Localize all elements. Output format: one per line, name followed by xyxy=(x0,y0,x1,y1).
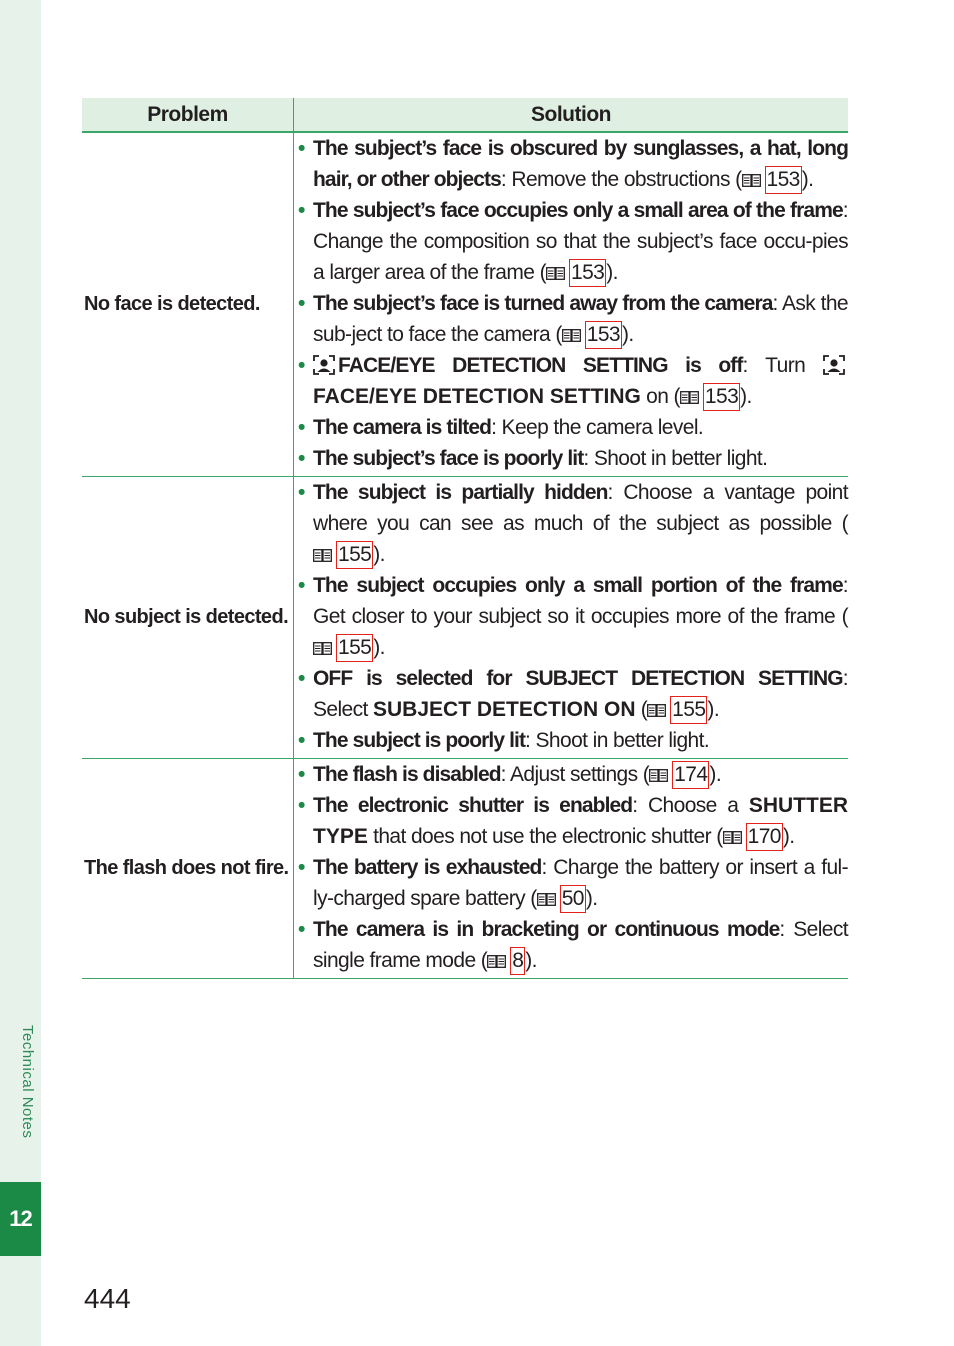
problem-header: Problem xyxy=(82,98,294,132)
book-icon xyxy=(723,831,742,844)
solution-item: • The battery is exhausted: Charge the battery or insert a ful-ly-charged spare battery ( 50). xyxy=(296,852,848,914)
solution-item: • The subject occupies only a small portion of the frame: Get closer to your subject so it occupies more of the frame (155). xyxy=(296,570,848,663)
solution-item: • FACE/EYE DETECTION SETTING is off: Turn FACE/EYE DETECTION SETTING on ( 153). xyxy=(296,350,848,412)
table-header-row xyxy=(82,98,848,132)
bullet-icon: • xyxy=(298,918,305,941)
solution-cell xyxy=(294,477,849,759)
bullet-icon: • xyxy=(298,574,305,597)
book-icon xyxy=(680,391,699,404)
table-row xyxy=(82,759,848,979)
face-detection-icon xyxy=(313,355,335,375)
page-number: 444 xyxy=(84,1283,131,1314)
table-row xyxy=(82,132,848,477)
face-detection-icon xyxy=(823,355,845,375)
solution-cell xyxy=(294,132,849,477)
bullet-icon: • xyxy=(298,481,305,504)
menu-item-name: SUBJECT DETECTION ON xyxy=(373,698,636,721)
bullet-icon: • xyxy=(298,794,305,817)
solution-item: • The subject’s face is poorly lit: Shoot in better light. xyxy=(296,443,848,474)
book-icon xyxy=(313,642,332,655)
page-reference-link[interactable]: 153 xyxy=(765,166,802,194)
table-row xyxy=(82,477,848,759)
solution-item: • The flash is disabled: Adjust settings ( 174). xyxy=(296,759,848,790)
side-strip xyxy=(0,0,41,1346)
page-reference-link[interactable]: 153 xyxy=(703,383,740,411)
problem-cell: The flash does not fire. xyxy=(82,759,294,979)
book-icon xyxy=(546,267,565,280)
bullet-icon: • xyxy=(298,763,305,786)
bullet-icon: • xyxy=(298,354,305,377)
page-reference-link[interactable]: 153 xyxy=(585,321,622,349)
bullet-icon: • xyxy=(298,137,305,160)
page-reference-link[interactable]: 174 xyxy=(672,761,709,789)
page-reference-link[interactable]: 155 xyxy=(336,634,373,662)
book-icon xyxy=(537,893,556,906)
solution-item: • The subject’s face occupies only a small area of the frame: Change the composition so that the subject’s face occu-pies a larger area of the frame ( 153). xyxy=(296,195,848,288)
bullet-icon: • xyxy=(298,416,305,439)
troubleshooting-table xyxy=(82,98,848,979)
problem-cell: No face is detected. xyxy=(82,132,294,477)
bullet-icon: • xyxy=(298,729,305,752)
problem-cell: No subject is detected. xyxy=(82,477,294,759)
solution-item: • The subject is poorly lit: Shoot in better light. xyxy=(296,725,848,756)
menu-item-name: SHUTTER TYPE xyxy=(313,794,848,848)
book-icon xyxy=(649,769,668,782)
book-icon xyxy=(742,174,761,187)
solution-item: • The camera is tilted: Keep the camera level. xyxy=(296,412,848,443)
solution-item: • The camera is in bracketing or continuous mode: Select single frame mode ( 8). xyxy=(296,914,848,976)
bullet-icon: • xyxy=(298,447,305,470)
book-icon xyxy=(313,549,332,562)
page-reference-link[interactable]: 155 xyxy=(336,541,373,569)
page-reference-link[interactable]: 170 xyxy=(746,823,783,851)
book-icon xyxy=(487,955,506,968)
solution-header: Solution xyxy=(294,98,849,132)
chapter-tab[interactable]: 12 xyxy=(0,1182,41,1256)
bullet-icon: • xyxy=(298,292,305,315)
bullet-icon: • xyxy=(298,199,305,222)
solution-item: • The electronic shutter is enabled: Choose a SHUTTER TYPE that does not use the electronic shutter ( 170). xyxy=(296,790,848,852)
page-reference-link[interactable]: 155 xyxy=(670,696,707,724)
page-reference-link[interactable]: 50 xyxy=(560,885,586,913)
solution-item: • The subject’s face is obscured by sunglasses, a hat, long hair, or other objects: Remove the obstructions ( 153). xyxy=(296,133,848,195)
bullet-icon: • xyxy=(298,856,305,879)
solution-item: • The subject is partially hidden: Choose a vantage point where you can see as much of the subject as possible (155). xyxy=(296,477,848,570)
solution-item: • The subject’s face is turned away from the camera: Ask the sub-ject to face the camera ( 153). xyxy=(296,288,848,350)
book-icon xyxy=(562,329,581,342)
menu-item-name: FACE/EYE DETECTION SETTING xyxy=(313,385,641,408)
solution-cell xyxy=(294,759,849,979)
bullet-icon: • xyxy=(298,667,305,690)
solution-item: • OFF is selected for SUBJECT DETECTION SETTING: Select SUBJECT DETECTION ON ( 155). xyxy=(296,663,848,725)
page-reference-link[interactable]: 153 xyxy=(569,259,606,287)
book-icon xyxy=(647,704,666,717)
page-reference-link[interactable]: 8 xyxy=(510,947,525,975)
